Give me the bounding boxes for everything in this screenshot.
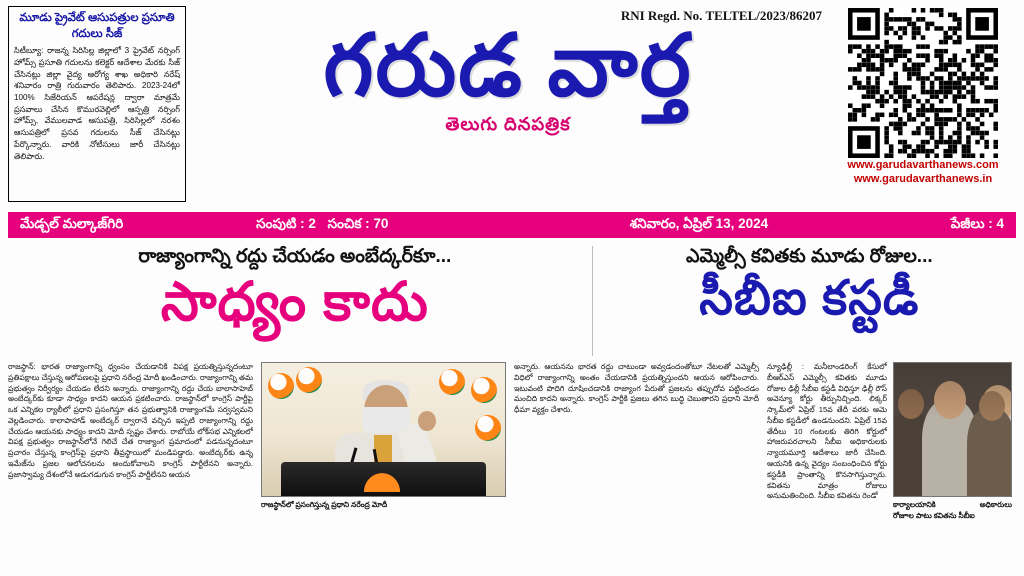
photo-caption-left: కార్యాలయానికి: [893, 500, 936, 509]
photo-caption-modi: రాజస్థాన్‌లో ప్రసంగిస్తున్న ప్రధాని నరేంద్ర మోదీ: [261, 500, 388, 509]
rni-registration: RNI Regd. No. TELTEL/2023/86207: [620, 8, 822, 23]
article-columns: [8, 362, 1016, 562]
photo-modi-rally: [261, 362, 506, 497]
page-title: గరుడ వార్త: [323, 18, 693, 114]
photo-kavitha-custody: [893, 362, 1012, 497]
issue-label: సంచిక : 70: [327, 215, 389, 231]
masthead-side-brief: [8, 6, 186, 202]
side-story-photo-block: [893, 362, 1012, 562]
edition-name: మేడ్చల్ మల్కాజ్‌గిరి: [20, 215, 124, 231]
lead-story-column-1: రాజస్థాన్: భారత రాజ్యాంగాన్ని ధ్వంసం చేయడానికి విపక్ష ప్రయత్నిస్తున్నదంటూ ప్రతిపక్షాలు చేస్తున్న ఆరోపణలపై ప్రధాని నరేంద్ర మోదీ ఖండించారు. రాజ్యాంగాన్ని తమ ప్రభుత్వం నిర్వీర్యం చేయడం లేదని అన్నారు. రాజ్యాంగాన్ని రద్దు చేయ బాలాసాహెబ్ అంబేద్కర్‌కు కూడా సాధ్యం కాదని ఆయన ప్రకటించారు. రాజస్థాన్‌లో కాంగ్రెస్ పార్టీపై ఒక ఎన్నికల ర్యాలీలో ప్రధాని ప్రసంగిస్తూ తన ప్రభుత్వానికి రాజ్యాంగమే సర్వస్వమని వెల్లడించారు. కాలాపాహాడ్ అంబేద్కర్ ద్వారానే వచ్చిన ఇప్పటి రాజ్యాంగాన్ని రద్దు చేయడం ఆయనకు సాధ్యం కాదని మోదీ స్పష్టం చేశారు. రాబోయే లోక్‌సభ ఎన్నికలలో విపక్ష ప్రభుత్వం రాజస్థాన్‌లోనే గెలిచే చేత రాజ్యాంగ ప్రమాదంలో పడనున్నదంటూ ప్రచారం చేస్తున్న కాంగ్రెస్‌పై ప్రధాని తీవ్రస్థాయిలో మండిపడ్డారు. అంబేద్కర్‌కు ఉన్న ఇమేజ్‌ను ప్రజల ఆలోచనలను అందుకోవాలని కాంగ్రెస్ పార్టీలేనని అన్నారు. ప్రజాస్వామ్య దేశంలోనే అడుగడుగున కాంగ్రెస్ పార్టీలేనని ఆయన: [8, 362, 253, 479]
lead-story-kicker: రాజ్యాంగాన్ని రద్దు చేయడం అంబేద్కర్‌కూ...: [138, 246, 452, 267]
website-url-dot-in[interactable]: www.garudavarthanews.in: [853, 173, 993, 186]
volume-label: సంపుటి : 2: [256, 215, 316, 231]
side-story-headline: సీబీఐ కస్టడీ: [699, 272, 920, 325]
side-story-headline-block: [593, 246, 1016, 356]
side-brief-body: సిటీబ్యూ: రాజన్న సిరిసిల్ల జిల్లాలో 3 ప్రైవేట్ నర్సింగ్ హోమ్స్ ప్రసూతి గదులను కలెక్టర్ ఆదేశాల మేరకు సీజ్ చేసినట్లు జిల్లా వైద్య ఆరోగ్య శాఖ అధికారి నరేష్ శనివారం రాత్రి గురువారం తెలిపారు. 2023-24లో 100% సిజేరియన్ ఆపరేషన్ల ద్వారా మాత్రమే ప్రసవాలు చేసిన కొమురవెల్లిలో ఆస్పత్రి నర్సింగ్ హోమ్స్, వేములవాడ ఆసుపత్రి, సిరిసిల్లలో నరశం ఆసుపత్రిలో ప్రసవ గదులను సీజ్ చేసినట్లు పేర్కొన్నారు. వారికి నోటీసులు జారీ చేసినట్లు తెలిపారు.: [14, 46, 180, 161]
side-story-text: న్యూఢిల్లీ : మనీలాండరింగ్ కేసులో బీఆర్ఎస్ ఎమ్మెల్సీ కవితకు మూడు రోజుల ఢిల్లీ సీబీఐ కస్టడీ విధిస్తూ ఢిల్లీ రౌస్ అవెన్యూ కోర్టు తీర్పునిచ్చింది. లిక్కర్ స్కామ్‌లో ఏప్రిల్ 15వ తేదీ వరకు ఆమె సీబీఐ కస్టడీలో ఉండనుందని. ఏప్రిల్ 15వ తేదీలు 10 గంటలకు తిరిగి కోర్టులో హాజరుపరచాలని సీబీఐ అధికారులకు న్యాయమూర్తి ఆదేశాలు జారీ చేసింది. ఆయనికి ఉన్న వైద్యం సంబంధించిన కోర్టు కస్టడీకి ప్రాంతాన్ని కొనసాగిస్తున్నారు. కవితను మాత్రం రోజులు అనుమతించింది. సీబీఐ కవితను రెండో: [767, 362, 887, 501]
qr-code-icon[interactable]: [848, 8, 998, 158]
page-count: పేజీలు : 4: [950, 215, 1004, 231]
headline-row: [8, 246, 1016, 356]
edition-info-bar: [8, 212, 1016, 238]
masthead-right: [830, 6, 1016, 187]
publication-date: శనివారం, ఏప్రిల్ 13, 2024: [629, 215, 769, 231]
side-brief-headline: మూడు ప్రైవేట్ ఆసుపత్రుల ప్రసూతి గదులు సీజ్: [19, 12, 175, 40]
lead-story-photo-column: [261, 362, 506, 562]
side-story-kicker: ఎమ్మెల్సీ కవితకు మూడు రోజుల...: [686, 246, 933, 267]
paper-subtitle: తెలుగు దినపత్రిక: [445, 113, 571, 134]
website-url-dot-com[interactable]: www.garudavarthanews.com: [847, 159, 999, 171]
lead-story-headline: సాధ్యం కాదు: [160, 272, 429, 332]
side-story-column: [767, 362, 1012, 562]
lead-story-column-3: అన్నారు. ఆయనను భారత రద్దు చాటుండా అవ్వడందంతోటూ నేటలతో ఎమ్మెల్సీ విధిలో రాజ్యాంగాన్ని అంతం చేయడానికి ప్రయత్నిస్తుందని ఆయన ఆరోపించారు. ఇటువంటి పొదిగి దూషించడానికి రాజ్యాంగ పేరుతో ప్రజలను తప్పుదోవ పట్టించడం మంచిది కాదని అన్నారు. కాంగ్రెస్ పార్టీకి ప్రజలు తగిన బుద్ధి చెబుతారని ప్రధాని మోదీ ధీమా వ్యక్తం చేశారు.: [514, 362, 759, 415]
photo-caption-right: అధికారులు: [979, 500, 1012, 509]
masthead-center: [186, 6, 830, 139]
lead-story-headline-block: [8, 246, 593, 356]
masthead: [8, 6, 1016, 206]
photo-caption-center: రోజూల పాటు కవితను సీబీఐ: [893, 510, 975, 520]
